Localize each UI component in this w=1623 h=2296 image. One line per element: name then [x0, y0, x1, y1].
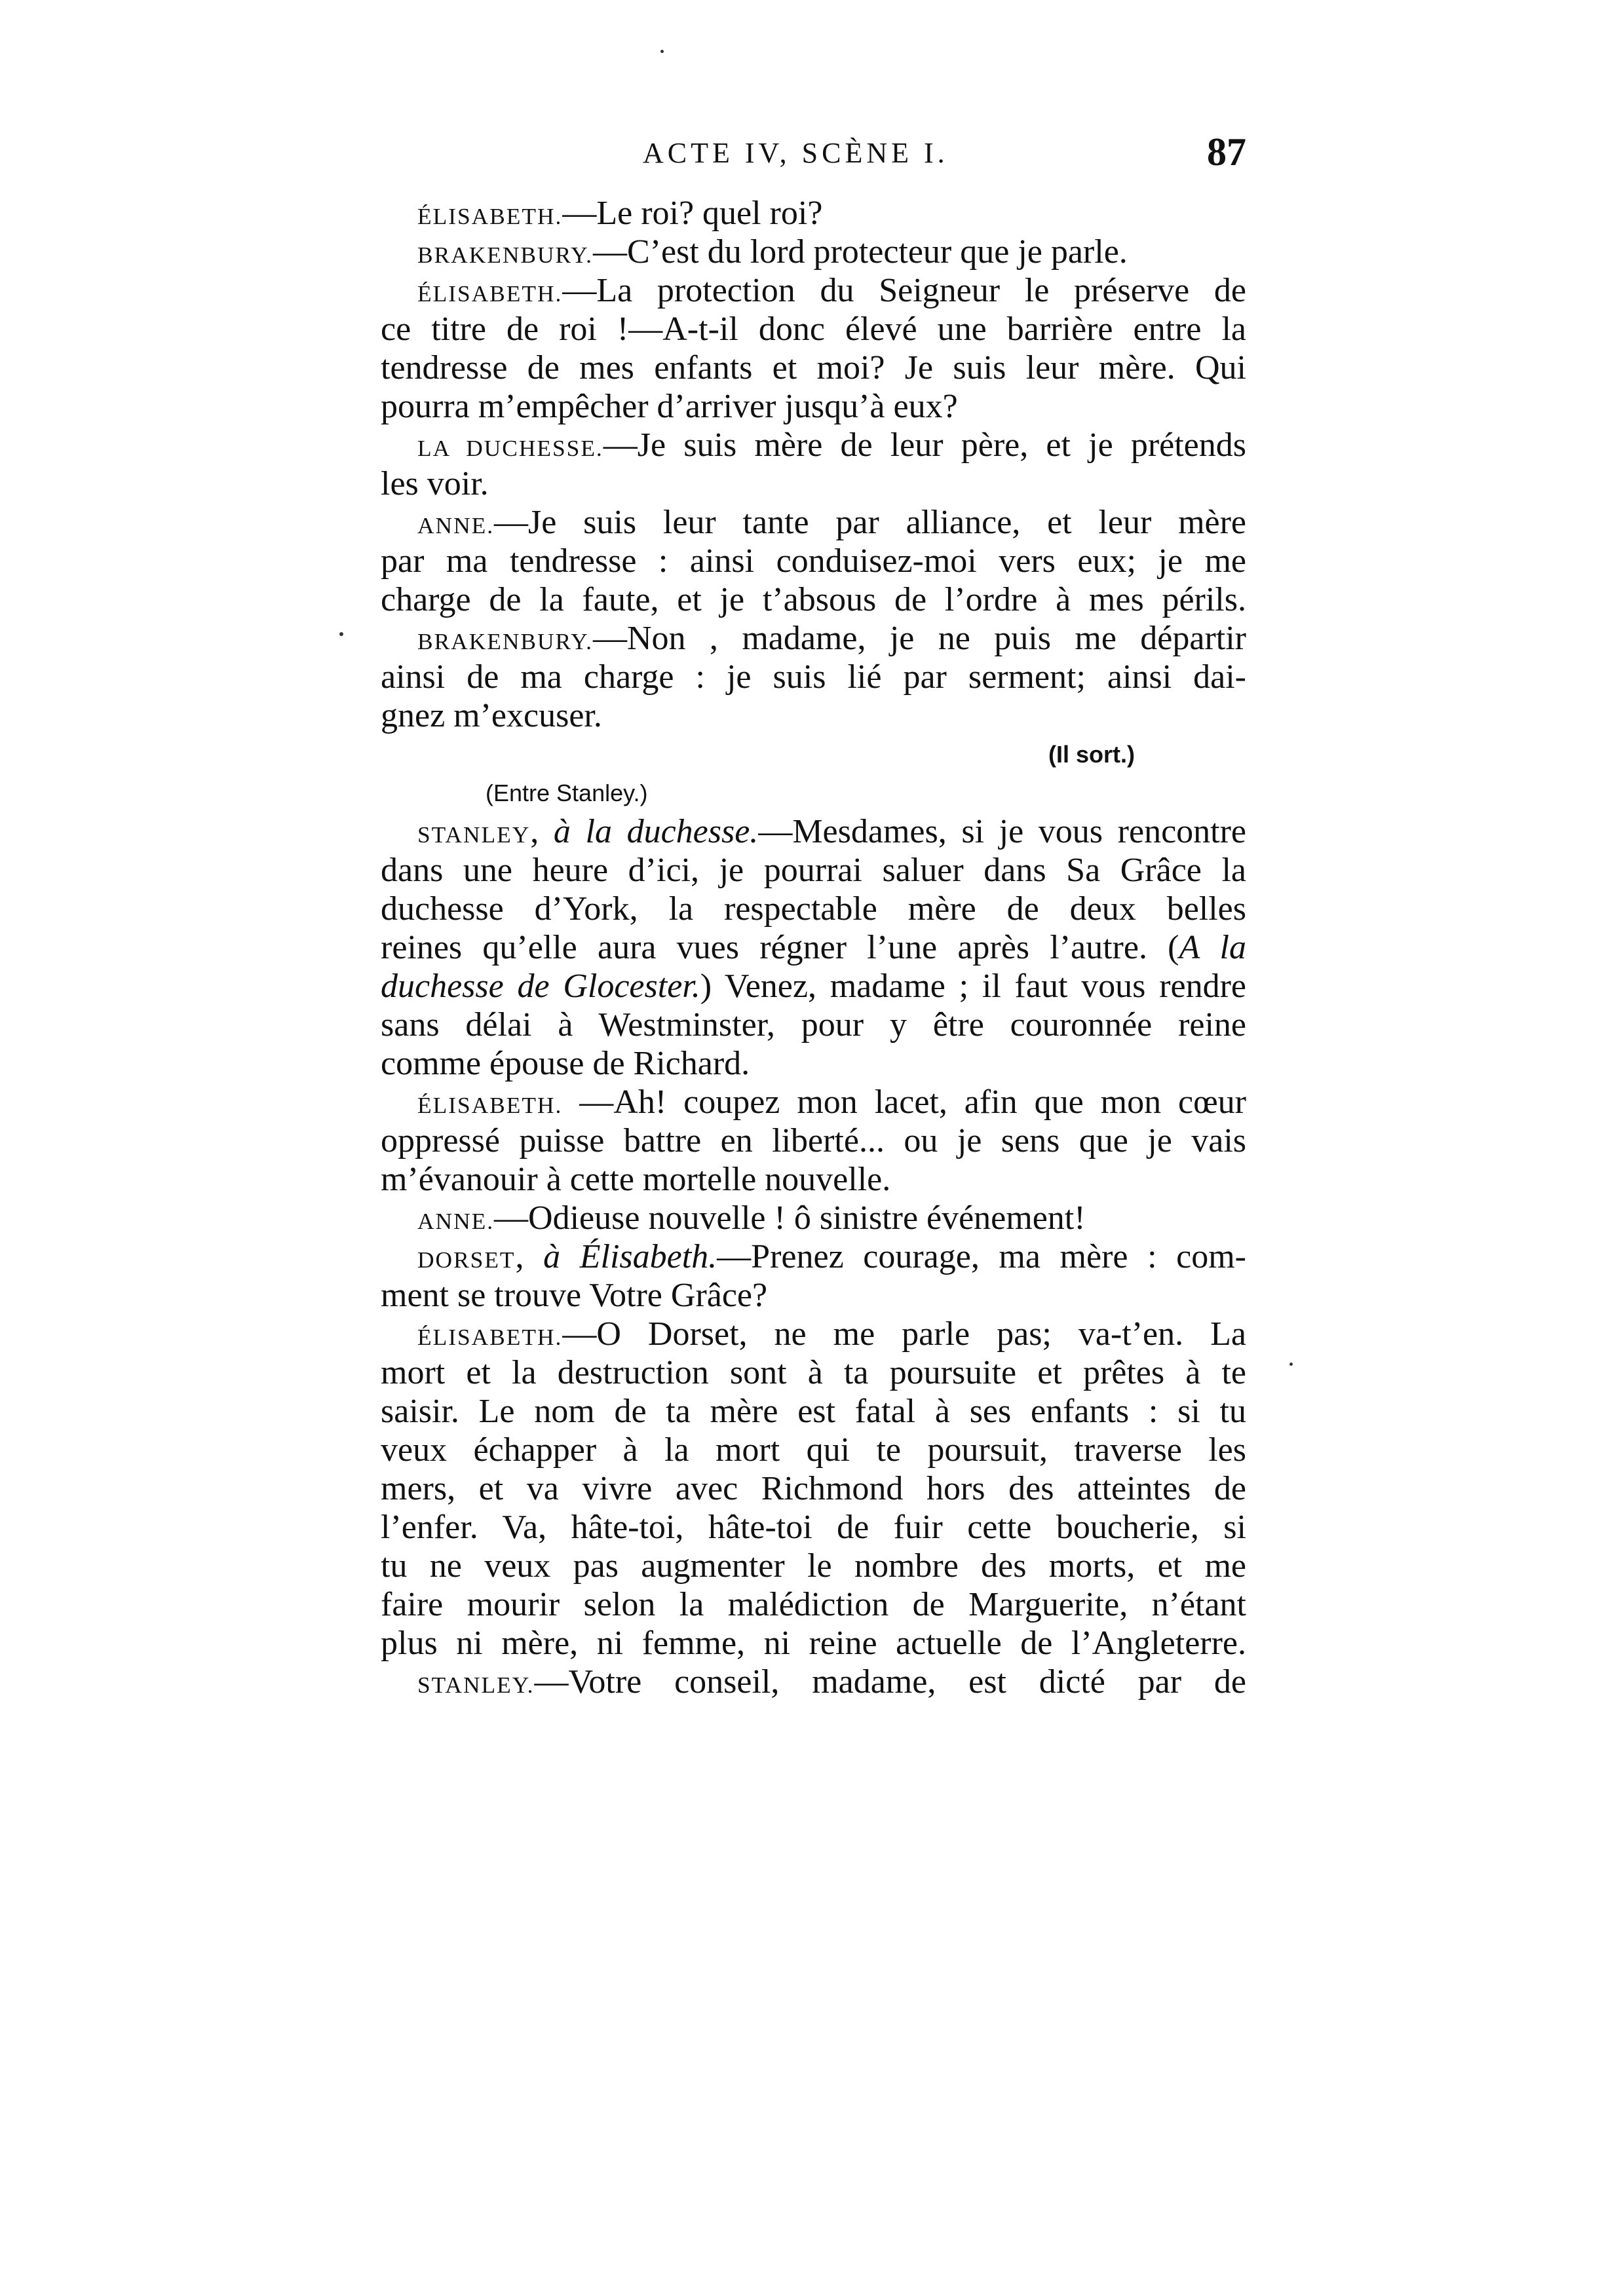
- italic-direction: A la: [1179, 929, 1246, 966]
- text-line: [381, 1663, 1246, 1701]
- speaker-name: STANLEY: [417, 821, 531, 848]
- line-text: —Prenez courage, ma mère : com-: [717, 1238, 1246, 1275]
- line-text: —Ah! coupez mon lacet, afin que mon cœur: [562, 1083, 1246, 1121]
- line-text: comme épouse de Richard.: [381, 1045, 750, 1082]
- line-text: plus ni mère, ni femme, ni reine actuelle de l’Angleterre.: [381, 1625, 1246, 1662]
- text-line: [381, 503, 1246, 542]
- line-text: —Je suis leur tante par alliance, et leur mère: [494, 504, 1246, 541]
- text-line: [381, 1508, 1246, 1547]
- text-line: [381, 271, 1246, 310]
- line-text: ce titre de roi !—A-t-il donc élevé une barrière entre la: [381, 311, 1246, 348]
- speaker-name: ÉLISABETH.: [417, 203, 563, 229]
- text-line: [381, 658, 1246, 696]
- text-line: [381, 890, 1246, 928]
- line-text: gnez m’excuser.: [381, 697, 602, 734]
- line-text: —Votre conseil, madame, est dicté par de: [534, 1663, 1246, 1701]
- text-line: [381, 1469, 1246, 1508]
- italic-direction: à Élisabeth.: [543, 1238, 717, 1275]
- speaker-name: LA DUCHESSE.: [417, 435, 603, 461]
- scan-speck: [339, 632, 343, 636]
- speaker-name: DORSET: [417, 1247, 516, 1273]
- text-line: [381, 1276, 1246, 1315]
- line-text: ,: [530, 813, 554, 850]
- page-number: 87: [1207, 130, 1246, 174]
- line-text: —La protection du Seigneur le préserve de: [562, 272, 1246, 309]
- text-line: [381, 464, 1246, 503]
- text-line: [381, 1006, 1246, 1044]
- line-text: —Odieuse nouvelle ! ô sinistre événement!: [494, 1199, 1086, 1237]
- text-line: [381, 310, 1246, 348]
- line-text: tendresse de mes enfants et moi? Je suis leur mère. Qui: [381, 349, 1246, 386]
- text-line: [381, 1315, 1246, 1353]
- line-text: —Mesdames, si je vous rencontre: [758, 813, 1246, 850]
- line-text: —C’est du lord protecteur que je parle.: [592, 233, 1128, 271]
- line-text: —Je suis mère de leur père, et je prétends: [603, 426, 1246, 464]
- text-line: [381, 1547, 1246, 1585]
- text-line: [381, 1353, 1246, 1392]
- stage-direction: [381, 735, 1246, 774]
- speaker-name: BRAKENBURY.: [417, 628, 593, 654]
- italic-direction: duchesse de Glocester.: [381, 968, 700, 1005]
- speaker-name: ANNE.: [417, 1208, 495, 1234]
- speaker-name: BRAKENBURY.: [417, 242, 593, 268]
- line-text: saisir. Le nom de ta mère est fatal à ses enfants : si tu: [381, 1393, 1246, 1430]
- line-text: oppressé puisse battre en liberté... ou je sens que je vais: [381, 1122, 1246, 1159]
- line-text: ment se trouve Votre Grâce?: [381, 1277, 768, 1314]
- italic-direction: à la duchesse.: [553, 813, 759, 850]
- line-text: charge de la faute, et je t’absous de l’ordre à mes périls.: [381, 581, 1246, 618]
- line-text: ,: [515, 1238, 544, 1275]
- line-text: dans une heure d’ici, je pourrai saluer dans Sa Grâce la: [381, 852, 1246, 889]
- speaker-name: ÉLISABETH.: [417, 1324, 563, 1350]
- line-text: tu ne veux pas augmenter le nombre des morts, et me: [381, 1547, 1246, 1585]
- line-text: pourra m’empêcher d’arriver jusqu’à eux?: [381, 388, 958, 425]
- text-line: [381, 1083, 1246, 1121]
- line-text: par ma tendresse : ainsi conduisez-moi vers eux; je me: [381, 542, 1246, 580]
- line-text: l’enfer. Va, hâte-toi, hâte-toi de fuir cette boucherie, si: [381, 1509, 1246, 1546]
- text-line: [381, 387, 1246, 426]
- line-text: —O Dorset, ne me parle pas; va-t’en. La: [562, 1315, 1246, 1353]
- text-line: [381, 580, 1246, 619]
- text-line: [381, 1199, 1246, 1237]
- running-title: ACTE IV, SCÈNE I.: [643, 137, 949, 169]
- speaker-name: ÉLISABETH.: [417, 280, 563, 307]
- text-line: [381, 967, 1246, 1006]
- text-line: [381, 619, 1246, 658]
- text-line: [381, 194, 1246, 233]
- line-text: reines qu’elle aura vues régner l’une après l’autre. (: [381, 929, 1179, 966]
- text-line: [381, 233, 1246, 271]
- text-line: [381, 1160, 1246, 1199]
- page-body-text: [381, 194, 1246, 1701]
- text-line: [381, 1392, 1246, 1431]
- line-text: m’évanouir à cette mortelle nouvelle.: [381, 1161, 891, 1198]
- text-line: [381, 812, 1246, 851]
- line-text: —Le roi? quel roi?: [562, 195, 823, 232]
- line-text: —Non , madame, je ne puis me départir: [592, 620, 1246, 657]
- text-line: [381, 348, 1246, 387]
- line-text: (Entre Stanley.): [486, 780, 648, 806]
- running-header: [381, 131, 1246, 177]
- text-line: [381, 696, 1246, 735]
- text-line: [381, 928, 1246, 967]
- line-text: (Il sort.): [1048, 741, 1135, 768]
- line-text: faire mourir selon la malédiction de Marguerite, n’étant: [381, 1586, 1246, 1623]
- text-line: [381, 851, 1246, 890]
- line-text: duchesse d’York, la respectable mère de deux belles: [381, 890, 1246, 928]
- line-text: mers, et va vivre avec Richmond hors des atteintes de: [381, 1470, 1246, 1507]
- line-text: ainsi de ma charge : je suis lié par serment; ainsi dai-: [381, 658, 1246, 696]
- text-line: [381, 1431, 1246, 1469]
- text-line: [381, 542, 1246, 580]
- line-text: ) Venez, madame ; il faut vous rendre: [700, 968, 1246, 1005]
- speaker-name: STANLEY.: [417, 1672, 535, 1698]
- stage-direction: [381, 774, 1246, 812]
- scan-speck: [1289, 1363, 1293, 1366]
- text-line: [381, 1044, 1246, 1083]
- text-line: [381, 1121, 1246, 1160]
- line-text: mort et la destruction sont à ta poursuite et prêtes à te: [381, 1354, 1246, 1391]
- line-text: sans délai à Westminster, pour y être couronnée reine: [381, 1006, 1246, 1044]
- text-line: [381, 1585, 1246, 1624]
- speaker-name: ÉLISABETH.: [417, 1092, 563, 1118]
- text-line: [381, 1624, 1246, 1663]
- line-text: les voir.: [381, 465, 489, 502]
- scan-speck: [660, 50, 664, 53]
- speaker-name: ANNE.: [417, 512, 495, 538]
- line-text: veux échapper à la mort qui te poursuit, traverse les: [381, 1431, 1246, 1469]
- text-line: [381, 426, 1246, 464]
- text-line: [381, 1237, 1246, 1276]
